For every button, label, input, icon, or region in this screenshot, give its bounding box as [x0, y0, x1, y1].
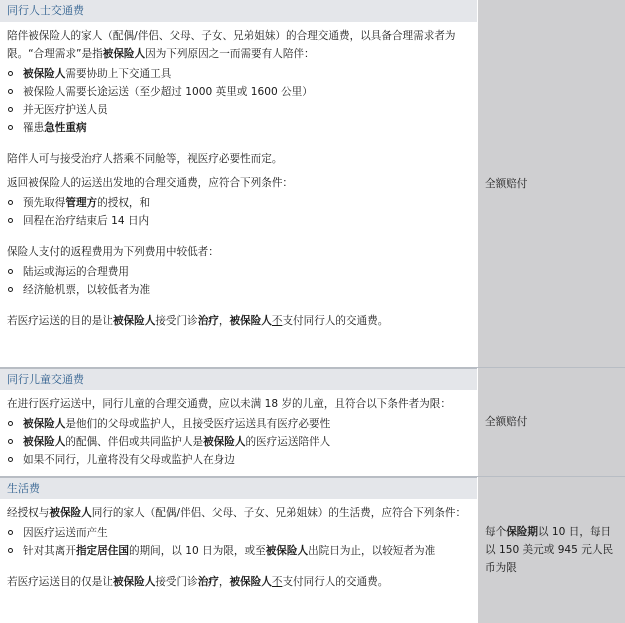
bullet-icon: [8, 548, 13, 553]
child-conditions-list: [7, 415, 471, 469]
benefit-amount: 全额赔付: [485, 416, 528, 428]
benefit-cell: [478, 368, 625, 476]
living-intro: 经授权与被保险人同行的家人（配偶/伴侣、父母、子女、兄弟姐妹）的生活费，应符合下列条件：: [7, 507, 467, 519]
section-title: 同行人士交通费: [0, 0, 477, 22]
living-expenses-description: [0, 477, 477, 623]
list-item: 经济舱机票，以较低者为准: [7, 281, 471, 299]
companion-intro: 陪伴被保险人的家人（配偶/伴侣、父母、子女、兄弟姐妹）的合理交通费，以具备合理需求者为限。“合理需求”是指被保险人因为下列原因之一而需要有人陪伴：: [7, 30, 456, 60]
class-note: 陪伴人可与接受治疗人搭乘不同舱等，视医疗必要性而定。: [7, 153, 283, 165]
list-item: 被保险人需要协助上下交通工具: [7, 65, 471, 83]
benefit-cell: [478, 477, 625, 623]
benefit-amount: 每个保险期以 10 日，每日以 150 美元或 945 元人民币为限: [485, 526, 614, 574]
return-conditions-intro: 返回被保险人的运送出发地的合理交通费，应符合下列条件：: [7, 177, 294, 189]
section-title: 同行儿童交通费: [0, 368, 477, 390]
bullet-icon: [8, 218, 13, 223]
list-item: 回程在治疗结束后 14 日内: [7, 212, 471, 230]
list-item: 如果不同行，儿童将没有父母或监护人在身边: [7, 451, 471, 469]
outpatient-note: 若医疗运送的目的是让被保险人接受门诊治疗，被保险人不支付同行人的交通费。: [7, 315, 389, 327]
return-conditions-list: [7, 194, 471, 230]
list-item: 预先取得管理方的授权，和: [7, 194, 471, 212]
bullet-icon: [8, 269, 13, 274]
bullet-icon: [8, 457, 13, 462]
living-expenses-row: [0, 477, 625, 623]
bullet-icon: [8, 200, 13, 205]
list-item: 因医疗运送而产生: [7, 524, 471, 542]
bullet-icon: [8, 439, 13, 444]
section-title: 生活费: [0, 477, 477, 499]
bullet-icon: [8, 530, 13, 535]
companion-travel-description: [0, 0, 477, 367]
child-travel-description: [0, 368, 477, 476]
bullet-icon: [8, 71, 13, 76]
child-travel-row: [0, 368, 625, 476]
list-item: 陆运或海运的合理费用: [7, 263, 471, 281]
benefit-cell: [478, 0, 625, 367]
bullet-icon: [8, 125, 13, 130]
benefit-amount: 全额赔付: [485, 177, 528, 190]
bullet-icon: [8, 287, 13, 292]
list-item: 罹患急性重病: [7, 119, 471, 137]
outpatient-note: 若医疗运送目的仅是让被保险人接受门诊治疗，被保险人不支付同行人的交通费。: [7, 576, 389, 588]
child-intro: 在进行医疗运送中，同行儿童的合理交通费，应以未满 18 岁的儿童，且符合以下条件者为限：: [7, 398, 451, 410]
reasons-list: [7, 65, 471, 137]
bullet-icon: [8, 89, 13, 94]
list-item: 被保险人需要长途运送（至少超过 1000 英里或 1600 公里）: [7, 83, 471, 101]
living-conditions-list: [7, 524, 471, 560]
list-item: 被保险人的配偶、伴侣或共同监护人是被保险人的医疗运送陪伴人: [7, 433, 471, 451]
list-item: 被保险人是他们的父母或监护人，且接受医疗运送具有医疗必要性: [7, 415, 471, 433]
lower-cost-list: [7, 263, 471, 299]
lower-cost-intro: 保险人支付的返程费用为下列费用中较低者：: [7, 246, 219, 258]
list-item: 并无医疗护送人员: [7, 101, 471, 119]
bullet-icon: [8, 421, 13, 426]
list-item: 针对其离开指定居住国的期间，以 10 日为限，或至被保险人出院日为止，以较短者为准: [7, 542, 471, 560]
bullet-icon: [8, 107, 13, 112]
